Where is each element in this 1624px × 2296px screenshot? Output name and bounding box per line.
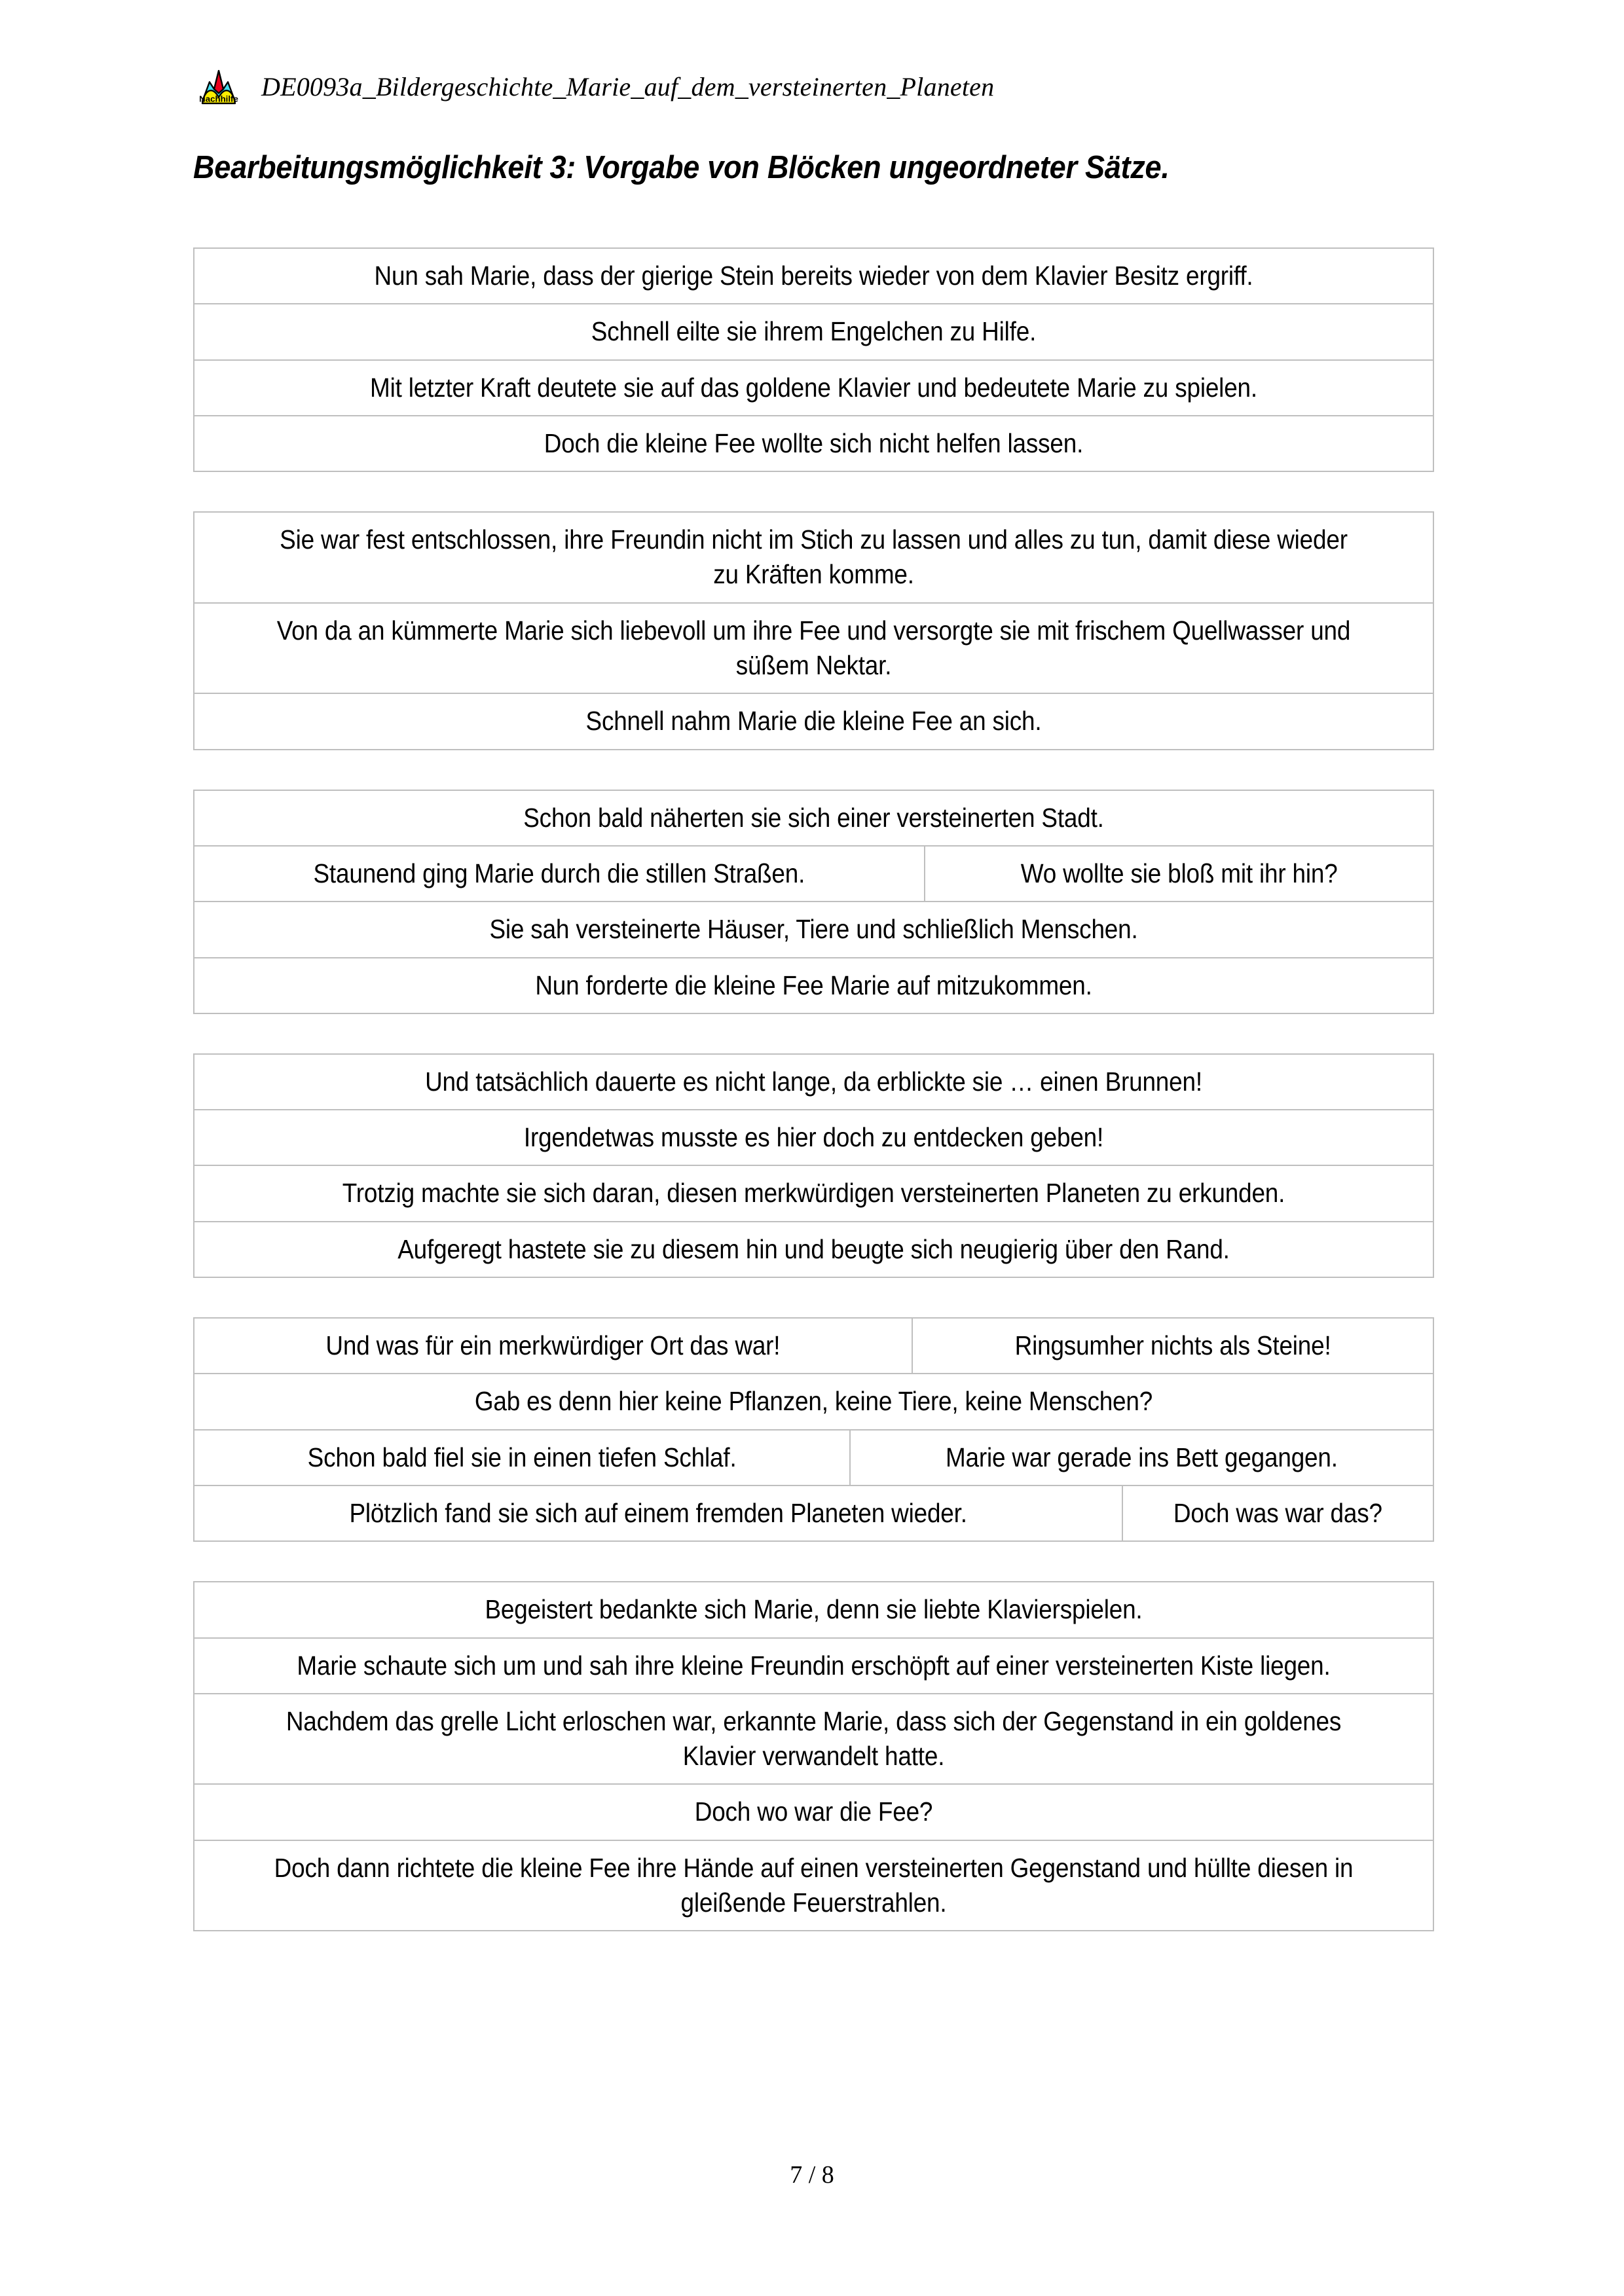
sentence-row <box>194 1055 1433 1110</box>
page-footer <box>0 2160 1624 2189</box>
sentence-cell[interactable] <box>925 847 1433 901</box>
sentence-text: Und tatsächlich dauerte es nicht lange, da erblickte sie … einen Brunnen! <box>425 1066 1202 1097</box>
sentence-row <box>194 1785 1433 1840</box>
section-heading: Bearbeitungsmöglichkeit 3: Vorgabe von Blöcken ungeordneter Sätze. <box>193 150 1170 185</box>
sentence-text: Doch wo war die Fee? <box>694 1796 933 1827</box>
sentence-text: Von da an kümmerte Marie sich liebevoll um ihre Fee und versorgte sie mit frischem Quellwasser und süßem Nektar. <box>276 615 1351 681</box>
sentence-cell[interactable] <box>194 1374 1433 1429</box>
sentence-text: Nun sah Marie, dass der gierige Stein bereits wieder von dem Klavier Besitz ergriff. <box>374 261 1253 291</box>
sentence-cell[interactable] <box>194 1841 1433 1931</box>
sentence-row <box>194 304 1433 360</box>
sentence-text: Staunend ging Marie durch die stillen Straßen. <box>313 858 805 888</box>
sentence-text: Sie sah versteinerte Häuser, Tiere und schließlich Menschen. <box>489 914 1138 945</box>
sentence-text: Irgendetwas musste es hier doch zu entdecken geben! <box>523 1122 1104 1153</box>
sentence-text: Plötzlich fand sie sich auf einem fremden Planeten wieder. <box>349 1497 967 1528</box>
sentence-text: Schon bald näherten sie sich einer versteinerten Stadt. <box>523 802 1104 833</box>
sentence-row <box>194 1166 1433 1222</box>
sentence-cell[interactable] <box>194 694 1433 748</box>
sentence-text: Schnell nahm Marie die kleine Fee an sich. <box>585 706 1042 737</box>
sentence-row <box>194 416 1433 472</box>
sentence-cell[interactable] <box>194 1785 1433 1839</box>
sentence-row <box>194 1319 1433 1374</box>
sentence-cell[interactable] <box>194 416 1433 471</box>
sentence-row <box>194 1582 1433 1638</box>
sentence-text: Schnell eilte sie ihrem Engelchen zu Hilfe. <box>591 316 1037 347</box>
sentence-text: Wo wollte sie bloß mit ihr hin? <box>1020 858 1338 888</box>
sentence-text: Marie war gerade ins Bett gegangen. <box>946 1442 1338 1472</box>
page-header <box>193 58 1434 117</box>
sentence-cell[interactable] <box>194 1430 851 1485</box>
sentence-row <box>194 1110 1433 1166</box>
sentence-block <box>193 1053 1434 1278</box>
sentence-row <box>194 902 1433 958</box>
sentence-block <box>193 1317 1434 1542</box>
sentence-text: Nachdem das grelle Licht erloschen war, erkannte Marie, dass sich der Gegenstand in ein goldenes Klavier verwandelt hatte. <box>286 1705 1342 1772</box>
sentence-text: Doch was war das? <box>1173 1497 1383 1528</box>
sentence-text: Und was für ein merkwürdiger Ort das war! <box>325 1330 781 1361</box>
sentence-text: Mit letzter Kraft deutete sie auf das goldene Klavier und bedeutete Marie zu spielen. <box>370 372 1257 403</box>
sentence-row <box>194 1486 1433 1542</box>
sentence-cell[interactable] <box>194 1486 1123 1540</box>
sentence-cell[interactable] <box>194 304 1433 359</box>
sentence-cell[interactable] <box>194 902 1433 957</box>
sentence-row <box>194 694 1433 750</box>
sentence-row <box>194 791 1433 847</box>
page-number: 7 / 8 <box>790 2161 834 2189</box>
sentence-row <box>194 847 1433 902</box>
sentence-text: Trotzig machte sie sich daran, diesen merkwürdigen versteinerten Planeten zu erkunden. <box>342 1178 1285 1209</box>
sentence-text: Marie schaute sich um und sah ihre kleine Freundin erschöpft auf einer versteinerten Kiste liegen. <box>297 1650 1331 1681</box>
sentence-text: Ringsumher nichts als Steine! <box>1014 1330 1331 1361</box>
sentence-text: Gab es denn hier keine Pflanzen, keine Tiere, keine Menschen? <box>474 1386 1153 1417</box>
sentence-block <box>193 511 1434 750</box>
document-title: DE0093a_Bildergeschichte_Marie_auf_dem_versteinerten_Planeten <box>261 72 995 101</box>
sentence-cell[interactable] <box>194 1319 913 1373</box>
sentence-cell[interactable] <box>913 1319 1433 1373</box>
sentence-text: Sie war fest entschlossen, ihre Freundin nicht im Stich zu lassen und alles zu tun, damit diese wieder zu Kräften komme. <box>280 524 1348 590</box>
sentence-blocks <box>193 247 1434 1971</box>
sentence-text: Begeistert bedankte sich Marie, denn sie liebte Klavierspielen. <box>485 1594 1143 1625</box>
sentence-cell[interactable] <box>194 249 1433 303</box>
sentence-cell[interactable] <box>194 1110 1433 1165</box>
sentence-row <box>194 1841 1433 1932</box>
sentence-cell[interactable] <box>851 1430 1433 1485</box>
sentence-cell[interactable] <box>1123 1486 1433 1540</box>
sentence-cell[interactable] <box>194 604 1433 693</box>
sentence-text: Doch dann richtete die kleine Fee ihre Hände auf einen versteinerten Gegenstand und hüllte diesen in gleißende Feuerstrahlen. <box>274 1852 1354 1918</box>
sentence-cell[interactable] <box>194 1582 1433 1637</box>
sentence-row <box>194 1374 1433 1430</box>
sentence-cell[interactable] <box>194 1166 1433 1220</box>
svg-text:Nachhilfe: Nachhilfe <box>199 94 238 104</box>
sentence-cell[interactable] <box>194 1222 1433 1277</box>
sentence-row <box>194 249 1433 304</box>
sentence-row <box>194 1694 1433 1785</box>
sentence-row <box>194 361 1433 416</box>
sentence-block <box>193 1581 1434 1931</box>
sentence-cell[interactable] <box>194 1694 1433 1784</box>
sentence-block <box>193 247 1434 472</box>
sentence-cell[interactable] <box>194 847 925 901</box>
sentence-text: Aufgeregt hastete sie zu diesem hin und beugte sich neugierig über den Rand. <box>397 1233 1230 1264</box>
sentence-cell[interactable] <box>194 1639 1433 1693</box>
sentence-row <box>194 958 1433 1014</box>
sentence-block <box>193 790 1434 1014</box>
sentence-cell[interactable] <box>194 513 1433 602</box>
sentence-cell[interactable] <box>194 791 1433 845</box>
sentence-cell[interactable] <box>194 1055 1433 1109</box>
sentence-text: Doch die kleine Fee wollte sich nicht helfen lassen. <box>544 428 1084 458</box>
sentence-cell[interactable] <box>194 361 1433 415</box>
sentence-row <box>194 1639 1433 1694</box>
sentence-cell[interactable] <box>194 958 1433 1013</box>
sentence-row <box>194 513 1433 604</box>
sentence-row <box>194 1222 1433 1278</box>
sentence-row <box>194 604 1433 695</box>
sentence-text: Schon bald fiel sie in einen tiefen Schlaf. <box>307 1442 737 1472</box>
nachhilfe-logo-icon <box>193 62 244 113</box>
sentence-row <box>194 1430 1433 1486</box>
sentence-text: Nun forderte die kleine Fee Marie auf mitzukommen. <box>535 970 1092 1000</box>
